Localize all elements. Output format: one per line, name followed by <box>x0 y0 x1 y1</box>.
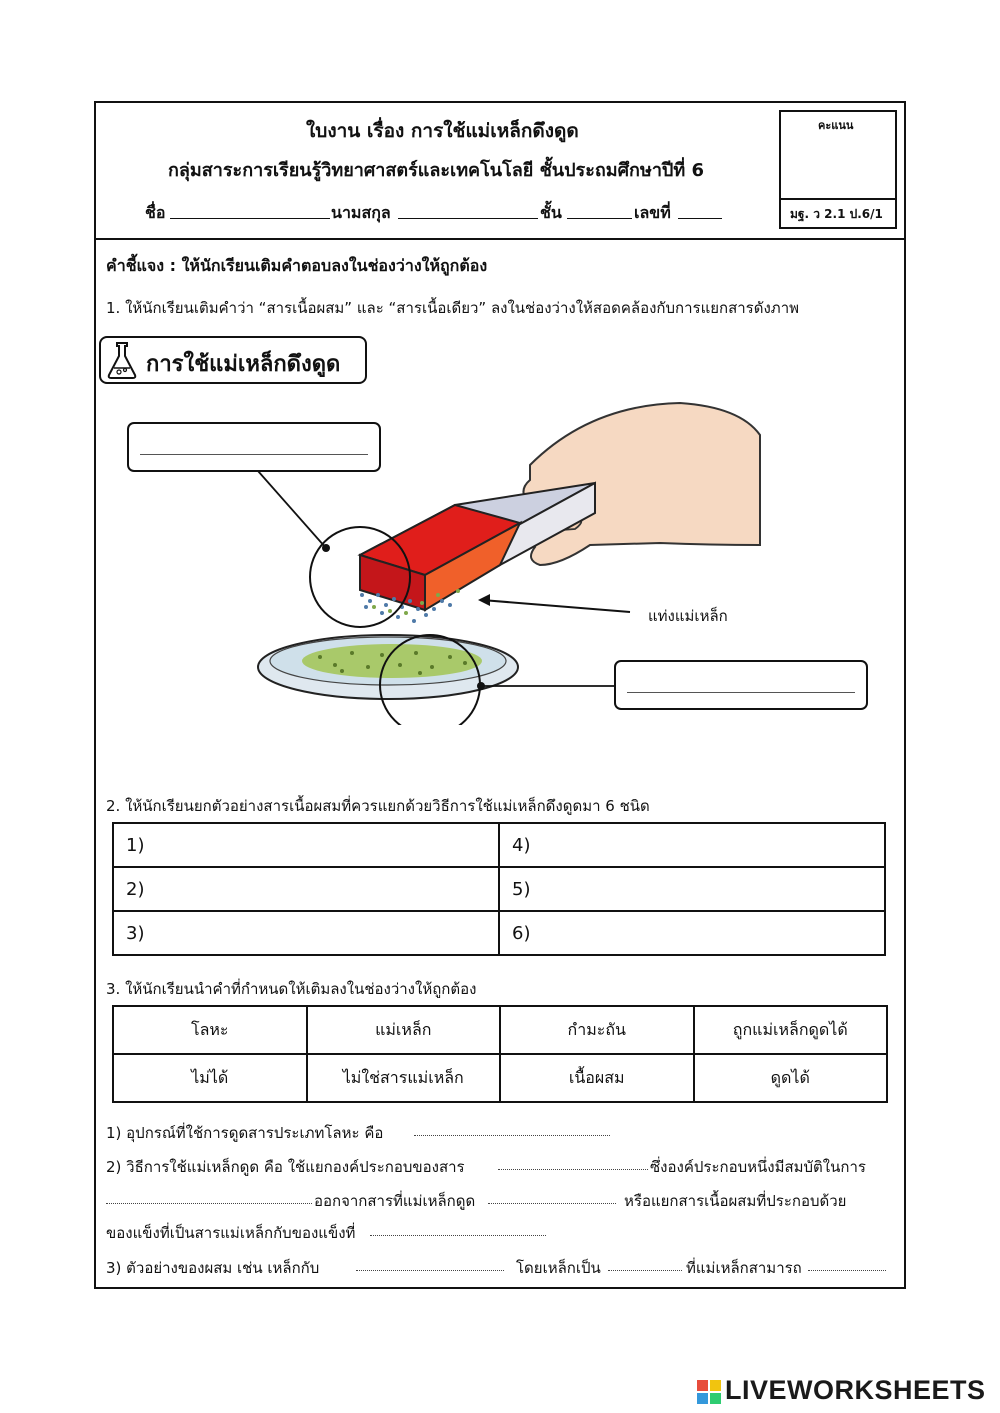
section-title: การใช้แม่เหล็กดึงดูด <box>146 352 341 377</box>
word-bank-table <box>112 1005 888 1103</box>
word-bank-item: ไม่ได้ <box>113 1054 307 1102</box>
instructions: คำชี้แจง : ให้นักเรียนเติมคำตอบลงในช่องว่างให้ถูกต้อง <box>106 256 488 275</box>
answer-line-bottom <box>627 692 855 693</box>
q3-sentence-1: 1) อุปกรณ์ที่ใช้การดูดสารประเภทโลหะ คือ <box>106 1124 384 1142</box>
number-label: เลขที่ <box>634 203 671 222</box>
q1-prompt: 1. ให้นักเรียนเติมคำว่า “สารเนื้อผสม” และ “สารเนื้อเดียว” ลงในช่องว่างให้สอดคล้องกับการแยกสารดังภาพ <box>106 299 800 317</box>
q2-answer-5[interactable]: 5) <box>499 867 885 911</box>
q2-answer-table <box>112 822 886 956</box>
q2-answer-2[interactable]: 2) <box>113 867 499 911</box>
table-row <box>113 867 885 911</box>
surname-field[interactable] <box>398 218 538 219</box>
word-bank-item: โลหะ <box>113 1006 307 1054</box>
header-divider <box>94 238 906 240</box>
q3-blank-1[interactable] <box>414 1135 610 1136</box>
table-row <box>113 1006 887 1054</box>
word-bank-item: ดูดได้ <box>694 1054 888 1102</box>
q3-sentence-2e: ของแข็งที่เป็นสารแม่เหล็กกับของแข็งที่ <box>106 1224 356 1242</box>
q3-prompt: 3. ให้นักเรียนนำคำที่กำหนดให้เติมลงในช่องว่างให้ถูกต้อง <box>106 980 477 998</box>
q2-answer-3[interactable]: 3) <box>113 911 499 955</box>
q3-blank-6[interactable] <box>356 1270 504 1271</box>
word-bank-item: ไม่ใช่สารแม่เหล็ก <box>307 1054 501 1102</box>
q3-blank-7[interactable] <box>608 1270 682 1271</box>
word-bank-item: แม่เหล็ก <box>307 1006 501 1054</box>
q3-blank-2[interactable] <box>498 1169 648 1170</box>
q2-answer-6[interactable]: 6) <box>499 911 885 955</box>
q3-sentence-2a: 2) วิธีการใช้แม่เหล็กดูด คือ ใช้แยกองค์ประกอบของสาร <box>106 1158 465 1176</box>
q3-blank-4[interactable] <box>488 1203 616 1204</box>
q2-prompt: 2. ให้นักเรียนยกตัวอย่างสารเนื้อผสมที่ควรแยกด้วยวิธีการใช้แม่เหล็กดึงดูดมา 6 ชนิด <box>106 797 650 815</box>
q2-answer-1[interactable]: 1) <box>113 823 499 867</box>
number-field[interactable] <box>678 218 722 219</box>
word-bank-item: กำมะถัน <box>500 1006 694 1054</box>
q3-sentence-2b: ซึ่งองค์ประกอบหนึ่งมีสมบัติในการ <box>650 1158 866 1176</box>
word-bank-item: เนื้อผสม <box>500 1054 694 1102</box>
worksheet-title: ใบงาน เรื่อง การใช้แม่เหล็กดึงดูด <box>306 120 579 142</box>
answer-box-bottom[interactable] <box>614 660 868 710</box>
q3-blank-3[interactable] <box>106 1203 312 1204</box>
name-field[interactable] <box>170 218 330 219</box>
table-row <box>113 911 885 955</box>
name-label: ชื่อ <box>145 203 166 222</box>
liveworksheets-logo: LIVEWORKSHEETS <box>725 1375 986 1405</box>
q3-sentence-2c: ออกจากสารที่แม่เหล็กดูด <box>314 1192 476 1210</box>
worksheet-subtitle: กลุ่มสาระการเรียนรู้วิทยาศาสตร์และเทคโนโลยี ชั้นประถมศึกษาปีที่ 6 <box>168 160 705 181</box>
flask-icon <box>106 340 138 380</box>
answer-line-top <box>140 454 368 455</box>
table-row <box>113 823 885 867</box>
q3-blank-5[interactable] <box>370 1235 546 1236</box>
word-bank-item: ถูกแม่เหล็กดูดได้ <box>694 1006 888 1054</box>
q3-blank-8[interactable] <box>808 1270 886 1271</box>
score-label: คะแนน <box>818 119 854 132</box>
magnet-label: แท่งแม่เหล็ก <box>648 607 728 625</box>
q2-answer-4[interactable]: 4) <box>499 823 885 867</box>
class-field[interactable] <box>567 218 632 219</box>
q3-sentence-2d: หรือแยกสารเนื้อผสมที่ประกอบด้วย <box>624 1192 847 1210</box>
q3-sentence-3b: โดยเหล็กเป็น <box>516 1259 601 1277</box>
q3-sentence-3c: ที่แม่เหล็กสามารถ <box>686 1259 802 1277</box>
hand <box>522 403 760 565</box>
score-divider <box>779 198 897 200</box>
answer-box-top[interactable] <box>127 422 381 472</box>
standard-code: มฐ. ว 2.1 ป.6/1 <box>790 207 883 221</box>
table-row <box>113 1054 887 1102</box>
class-label: ชั้น <box>540 203 562 222</box>
surname-label: นามสกุล <box>331 203 391 222</box>
liveworksheets-logo-icon <box>697 1380 721 1404</box>
q3-sentence-3a: 3) ตัวอย่างของผสม เช่น เหล็กกับ <box>106 1259 320 1277</box>
